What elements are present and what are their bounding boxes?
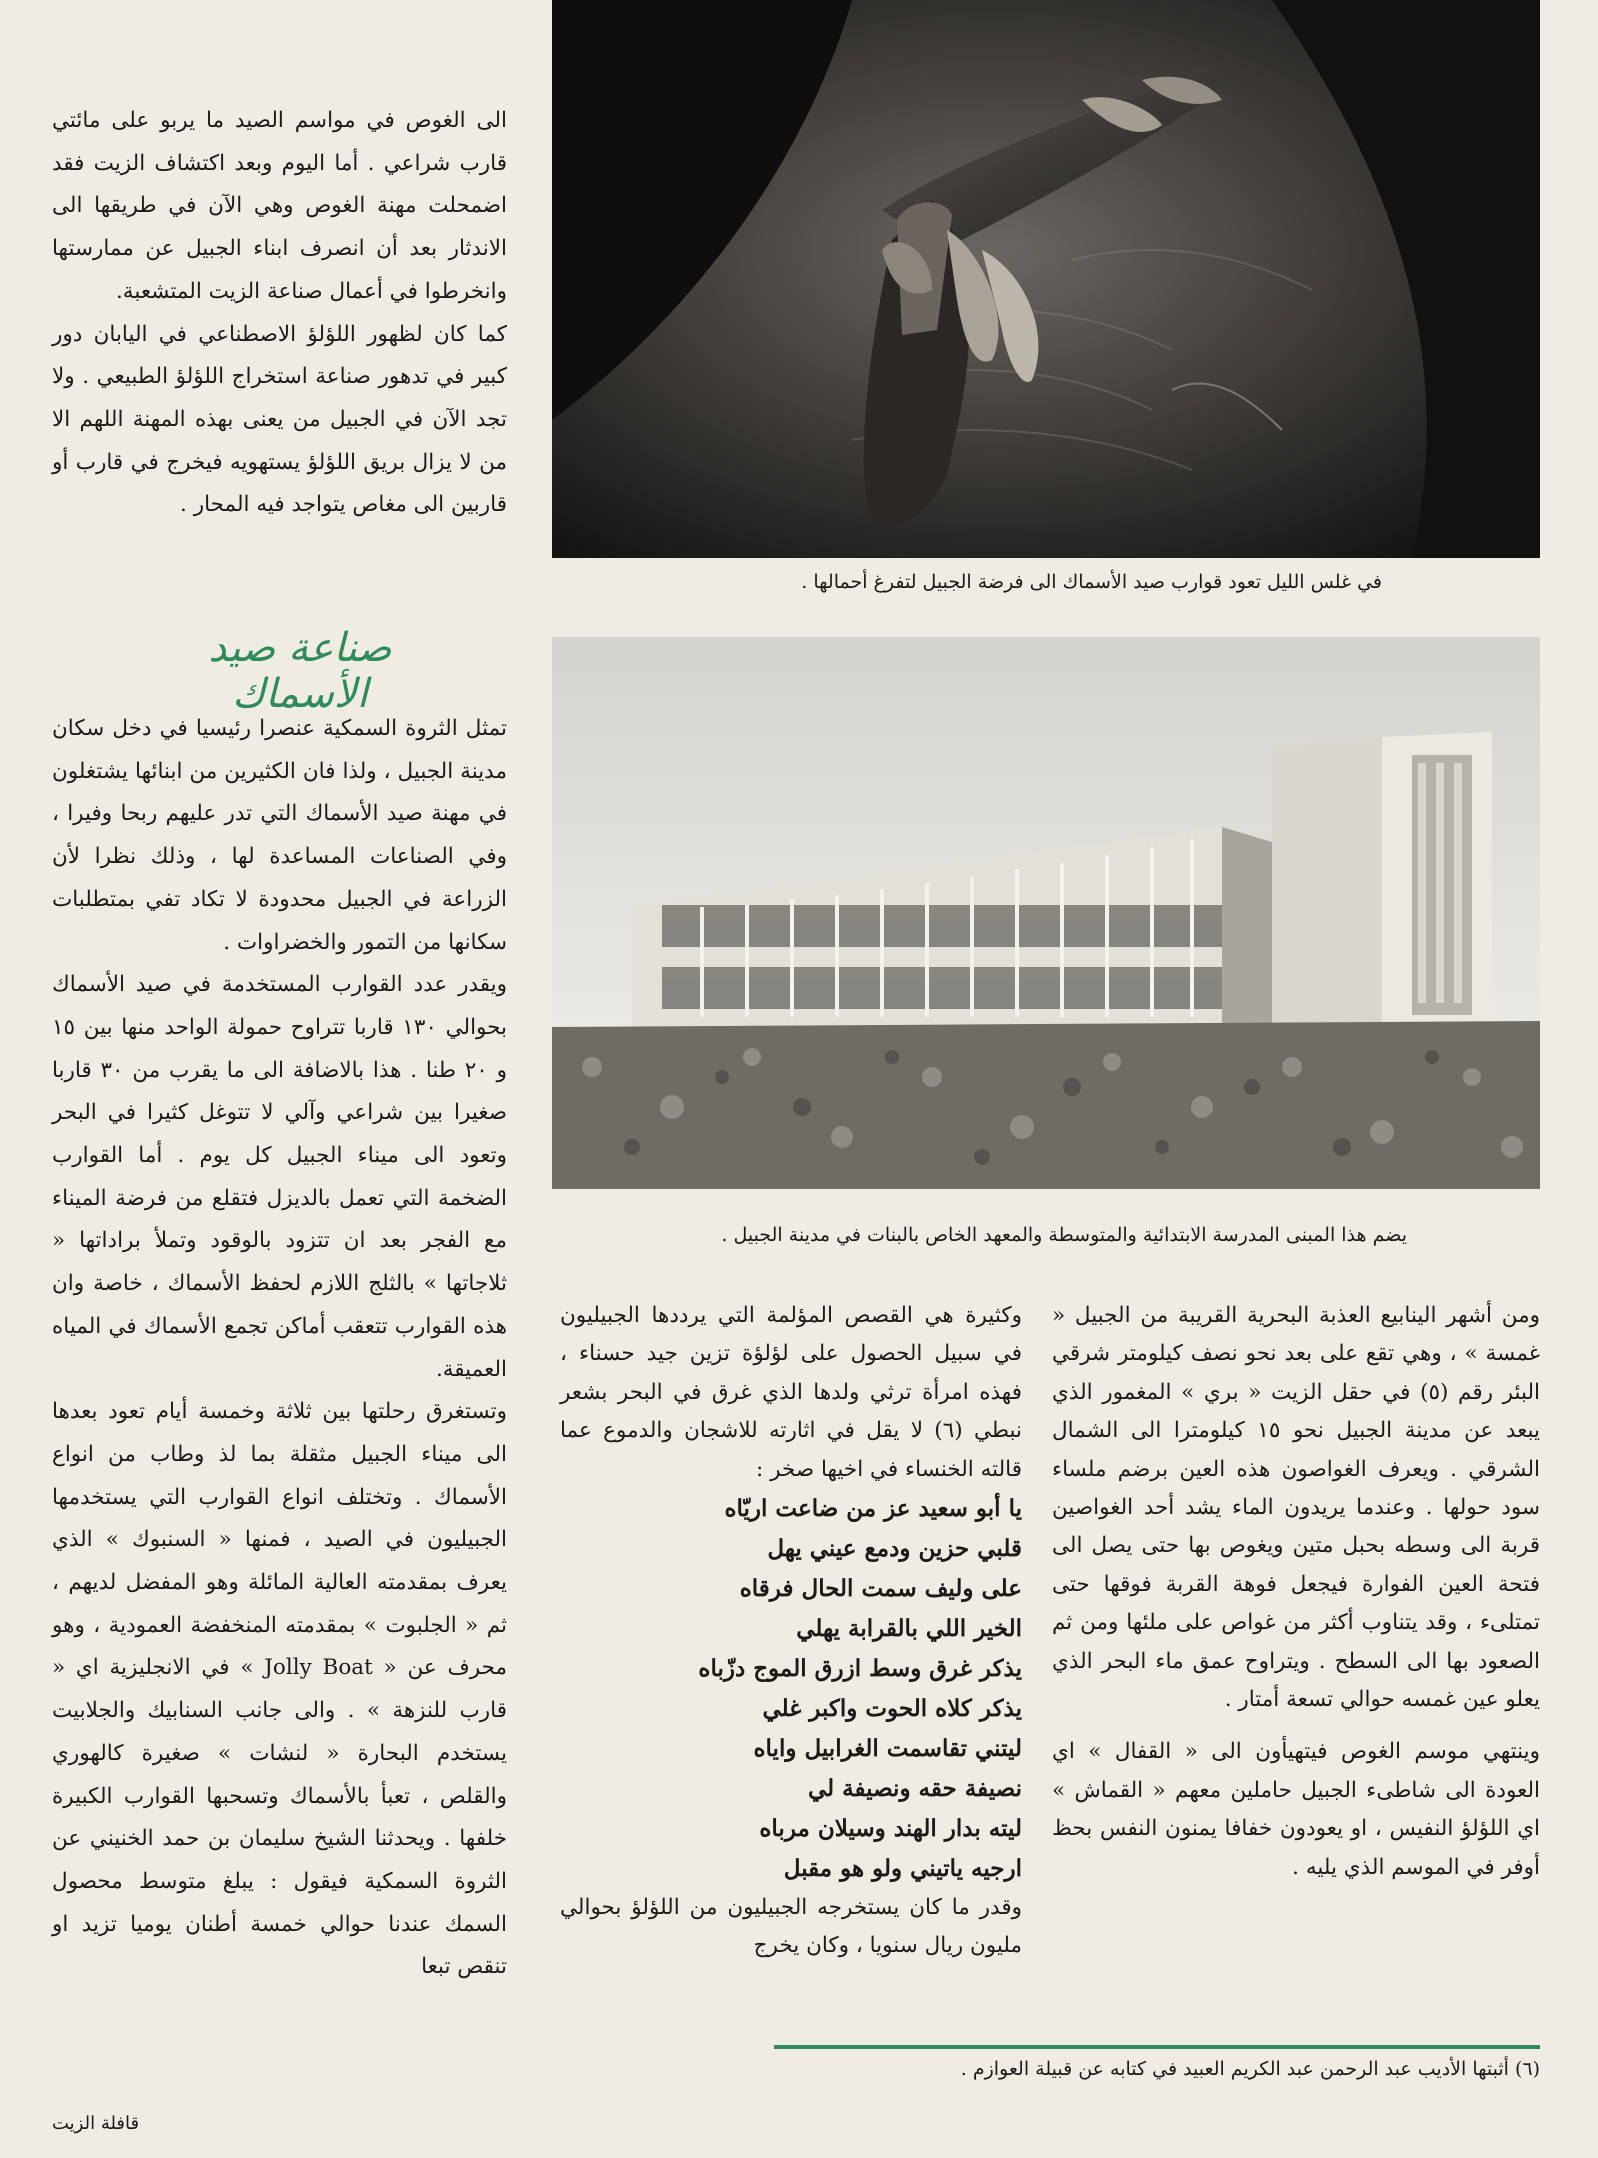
right-column	[1052, 1297, 1540, 1887]
footnote-rule	[774, 2045, 1540, 2049]
paragraph: وقدر ما كان يستخرجه الجبيليون من اللؤلؤ بحوالي مليون ريال سنويا ، وكان يخرج	[560, 1895, 1022, 1959]
paragraph: وينتهي موسم الغوص فيتهيأون الى « القفال » اي العودة الى شاطىء الجبيل حاملين معهم « القماش » اي اللؤلؤ النفيس ، او يعودون خفافا يمنون النفس بحظ أوفر في الموسم الذي يليه .	[1052, 1739, 1540, 1880]
poem-line: قلبي حزين ودمع عيني يهل	[767, 1535, 1022, 1563]
section-title: صناعة صيد الأسماك	[208, 625, 392, 717]
photo-school-building	[552, 637, 1540, 1189]
poem-line: يذكر غرق وسط ازرق الموج دزّباه	[698, 1655, 1022, 1683]
poem-line: ارجيه ياتيني ولو هو مقبل	[783, 1855, 1022, 1883]
left-column-section	[52, 708, 507, 1989]
paragraph: كما كان لظهور اللؤلؤ الاصطناعي في اليابان دور كبير في تدهور صناعة استخراج اللؤلؤ الطبيعي . ولا تجد الآن في الجبيل من يعنى بهذه المهنة اللهم الا من لا يزال بريق اللؤلؤ يستهويه فيخرج في قارب أو قاربين الى مغاص يتواجد فيه المحار .	[52, 321, 507, 518]
poem-line: نصيفة حقه ونصيفة لي	[808, 1775, 1022, 1803]
poem-line: الخير اللي بالقرابة يهلي	[796, 1615, 1022, 1643]
middle-column	[560, 1297, 1022, 1966]
paragraph: تمثل الثروة السمكية عنصرا رئيسيا في دخل سكان مدينة الجبيل ، ولذا فان الكثيرين من ابنائها يشتغلون في مهنة صيد الأسماك التي تدر عليهم ربحا وفيرا ، وفي الصناعات المساعدة لها ، وذلك نظرا لأن الزراعة في الجبيل محدودة لا تكاد تفي بمتطلبات سكانها من التمور والخضراوات .	[52, 716, 507, 955]
poem	[560, 1489, 1022, 1889]
poem-line: يا أبو سعيد عز من ضاعت اريّاه	[724, 1495, 1022, 1523]
paragraph: وكثيرة هي القصص المؤلمة التي يرددها الجبيليون في سبيل الحصول على لؤلؤة تزين جيد حسناء ، فهذه امرأة ترثي ولدها الذي غرق في البحر بشعر نبطي (٦) لا يقل في اثارته للاشجان والدموع عما قالته الخنساء في اخيها صخر :	[560, 1303, 1022, 1482]
paragraph: وتستغرق رحلتها بين ثلاثة وخمسة أيام تعود بعدها الى ميناء الجبيل مثقلة بما لذ وطاب من انواع الأسماك . وتختلف انواع القوارب التي يستخدمها الجبيليون في الصيد ، فمنها « السنبوك » الذي يعرف بمقدمته العالية المائلة وهو المفضل لديهم ، ثم « الجلبوت » بمقدمته المنخفضة العمودية ، وهو محرف عن « Jolly Boat » في الانجليزية اي « قارب للنزهة » . والى جانب السنابيك والجلابيت يستخدم البحارة « لنشات » صغيرة كالهوري والقلص ، تعبأ بالأسماك وتسحبها القوارب الكبيرة خلفها . ويحدثنا الشيخ سليمان بن حمد الخنيني عن الثروة السمكية فيقول : يبلغ متوسط محصول السمك عندنا حوالي خمسة أطنان يوميا تزيد او تنقص تبعا	[52, 1399, 507, 1980]
poem-line: ليتني تقاسمت الغرابيل واياه	[753, 1735, 1022, 1763]
poem-line: ليته بدار الهند وسيلان مرباه	[759, 1815, 1022, 1843]
poem-line: على وليف سمت الحال فرقاه	[739, 1575, 1022, 1603]
photo-caption: في غلس الليل تعود قوارب صيد الأسماك الى فرضة الجبيل لتفرغ أحمالها .	[801, 571, 1382, 593]
publication-name: قافلة الزيت	[52, 2113, 140, 2134]
photo-fishing-boats	[552, 0, 1540, 558]
paragraph: ويقدر عدد القوارب المستخدمة في صيد الأسماك بحوالي ١٣٠ قاربا تتراوح حمولة الواحد منها بين ١٥ و ٢٠ طنا . هذا بالاضافة الى ما يقرب من ٣٠ قاربا صغيرا بين شراعي وآلي لا تتوغل كثيرا في البحر وتعود الى ميناء الجبيل كل يوم . أما القوارب الضخمة التي تعمل بالديزل فتقلع من فرضة الميناء مع الفجر بعد ان تتزود بالوقود وتملأ براداتها « ثلاجاتها » بالثلج اللازم لحفظ الأسماك ، خاصة وان هذه القوارب تتعقب أماكن تجمع الأسماك في المياه العميقة.	[52, 972, 508, 1382]
paragraph: الى الغوص في مواسم الصيد ما يربو على مائتي قارب شراعي . أما اليوم وبعد اكتشاف الزيت فقد اضمحلت مهنة الغوص وهي الآن في طريقها الى الاندثار بعد أن انصرف ابناء الجبيل عن ممارستها وانخرطوا في أعمال صناعة الزيت المتشعبة.	[52, 108, 507, 304]
poem-line: يذكر كلاه الحوت واكبر غلي	[762, 1695, 1022, 1723]
photo-caption: يضم هذا المبنى المدرسة الابتدائية والمتوسطة والمعهد الخاص بالبنات في مدينة الجبيل .	[721, 1224, 1407, 1246]
paragraph: ومن أشهر الينابيع العذبة البحرية القريبة من الجبيل « غمسة » ، وهي تقع على بعد نحو نصف كيلومتر شرقي البئر رقم (٥) في حقل الزيت « بري » المغمور الذي يبعد عن مدينة الجبيل نحو ١٥ كيلومترا الى الشمال الشرقي . ويعرف الغواصون هذه العين برضم ملساء سود حولها . وعندما يريدون الماء يشد أحد الغواصين قربة الى وسطه بحبل متين ويغوص بها حتى يصل الى فتحة العين الفوارة فيجعل فوهة القربة فوقها حتى تمتلىء ، وقد يتناوب أكثر من غواص على ملئها ومن ثم الصعود بها الى السطح . ويتراوح عمق ماء البحر الذي يعلو عين غمسه حوالي تسعة أمتار .	[1052, 1303, 1541, 1713]
left-column-top	[52, 100, 507, 527]
footnote: (٦) أثبتها الأديب عبد الرحمن عبد الكريم العبيد في كتابه عن قبيلة العوازم .	[960, 2058, 1540, 2080]
